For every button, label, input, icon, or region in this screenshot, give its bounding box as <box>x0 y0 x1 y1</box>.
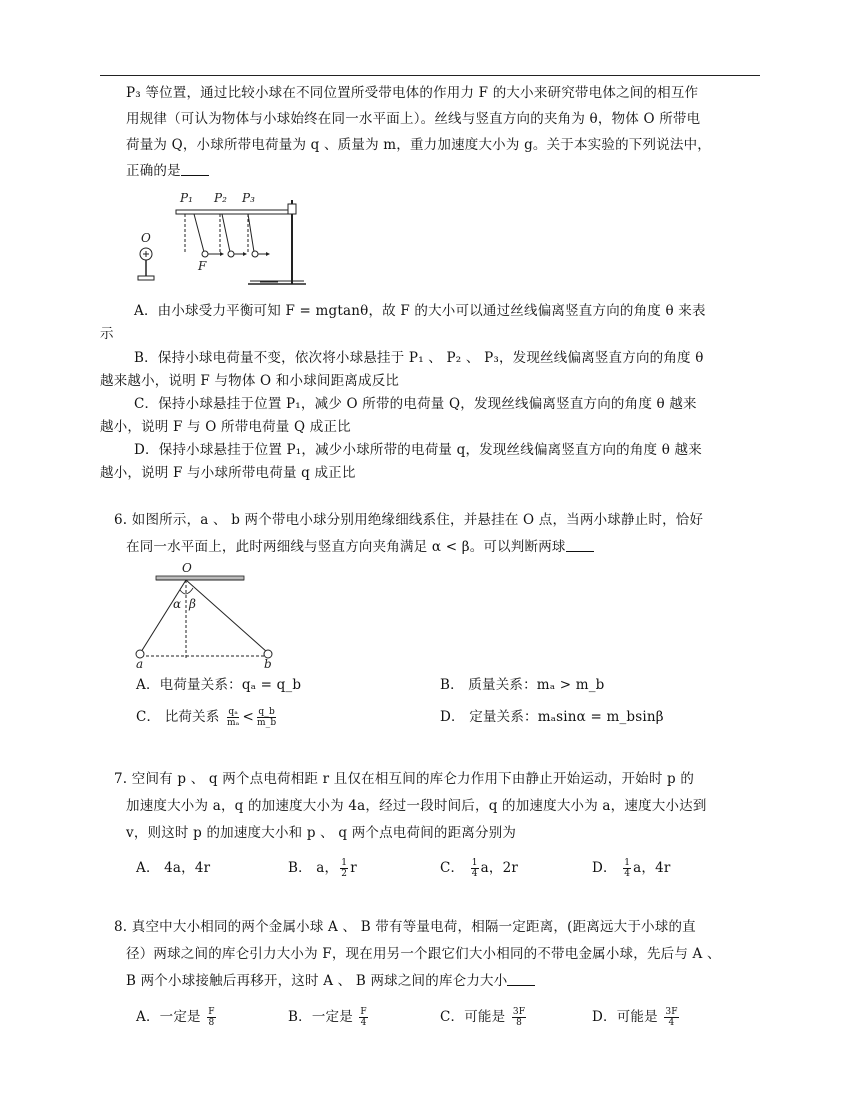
q5-option-d-cont: 越小，说明 F 与小球所带电荷量 q 成正比 <box>100 465 356 481</box>
q8-line1: 8. 真空中大小相同的两个金属小球 A 、 B 带有等量电荷，相隔一定距离，(距离远大于小球的直 <box>114 919 696 935</box>
q8-option-c: C．可能是 $\frac{3F}{8}$ <box>440 1007 526 1028</box>
fraction: $\frac{1}{4}$ <box>624 858 631 879</box>
q5-option-a-cont: 示 <box>100 326 114 342</box>
q8-option-d: D．可能是 $\frac{3F}{4}$ <box>592 1007 678 1028</box>
q6-option-b: B． 质量关系：mₐ > m_b <box>440 677 605 693</box>
q6-option-a: A．电荷量关系：qₐ = q_b <box>136 677 302 693</box>
answer-blank <box>507 971 535 986</box>
q5-line3: 荷量为 Q，小球所带电荷量为 q 、质量为 m，重力加速度大小为 g。关于本实验的下列说法中， <box>126 137 712 153</box>
q5-line1: P₃ 等位置，通过比较小球在不同位置所受带电体的作用力 F 的大小来研究带电体之间的相互作 <box>126 85 699 101</box>
fraction: $\frac{3F}{8}$ <box>512 1007 526 1028</box>
q5-option-c: C．保持小球悬挂于位置 P₁，减少 O 所带的电荷量 Q，发现丝线偏离竖直方向的角度 θ 越来 <box>134 396 697 412</box>
fig-label-alpha: α <box>173 597 182 611</box>
q5-option-b: B．保持小球电荷量不变，依次将小球悬挂于 P₁ 、 P₂ 、 P₃，发现丝线偏离竖直方向的角度 θ <box>134 350 704 366</box>
fraction: $\frac{F}{8}$ <box>208 1007 215 1028</box>
fig-label-p1: P₁ <box>180 191 193 205</box>
fig-label-beta: β <box>189 597 196 611</box>
fig-label-b: b <box>264 657 272 670</box>
fraction: $\frac{\text{qₐ}}{\text{mₐ}}$ <box>227 707 240 728</box>
q8-option-b: B．一定是 $\frac{F}{4}$ <box>288 1007 367 1028</box>
q7-option-c: C． $\frac{1}{4}$ a，2r <box>440 858 519 879</box>
fig-label-o: O <box>141 231 151 245</box>
q6-line1: 6. 如图所示，a 、 b 两个带电小球分别用绝缘细线系住，并悬挂在 O 点，当两小球静止时，恰好 <box>114 512 704 528</box>
fraction: $\frac{1}{2}$ <box>341 858 348 879</box>
q7-line3: v，则这时 p 的加速度大小和 p 、 q 两个点电荷间的距离分别为 <box>126 825 517 841</box>
q7-option-b: B． a， $\frac{1}{2}$ r <box>288 858 357 879</box>
fig-label-p2: P₂ <box>214 191 227 205</box>
q6-pendulum-figure <box>130 560 280 670</box>
q5-line2: 用规律（可认为物体与小球始终在同一水平面上）。丝线与竖直方向的夹角为 θ，物体 O 所带电 <box>126 111 701 127</box>
q5-line4: 正确的是 <box>126 158 209 184</box>
q8-option-a: A．一定是 $\frac{F}{8}$ <box>136 1007 215 1028</box>
q7-option-a: A． 4a，4r <box>136 860 211 876</box>
q8-line3: B 两个小球接触后再移开，这时 A 、 B 两球之间的库仑力大小 <box>126 968 535 994</box>
header-rule <box>100 75 760 76</box>
fraction: $\frac{1}{4}$ <box>471 858 478 879</box>
fig-label-o: O <box>182 561 192 575</box>
q6-option-d: D． 定量关系：mₐsinα = m_bsinβ <box>440 709 664 725</box>
fraction: $\frac{3F}{4}$ <box>665 1007 678 1028</box>
fraction: $\frac{F}{4}$ <box>360 1007 367 1028</box>
q5-option-a: A．由小球受力平衡可知 F = mgtanθ，故 F 的大小可以通过丝线偏离竖直方向的角度 θ 来表 <box>134 303 706 319</box>
q5-option-d: D．保持小球悬挂于位置 P₁，减少小球所带的电荷量 q，发现丝线偏离竖直方向的角度 θ 越来 <box>134 442 702 458</box>
q7-option-d: D． $\frac{1}{4}$ a，4r <box>592 858 671 879</box>
answer-blank <box>566 537 594 552</box>
q5-option-b-cont: 越来越小，说明 F 与物体 O 和小球间距离成反比 <box>100 373 400 389</box>
q7-line2: 加速度大小为 a，q 的加速度大小为 4a，经过一段时间后，q 的加速度大小为 a，速度大小达到 <box>126 798 707 814</box>
fig-label-a: a <box>136 657 144 670</box>
fig-label-p3: P₃ <box>242 191 255 205</box>
fig-label-f: F <box>198 259 207 273</box>
answer-blank <box>181 161 209 176</box>
q5-option-c-cont: 越小，说明 F 与 O 所带电荷量 Q 成正比 <box>100 419 351 435</box>
q5-apparatus-figure <box>130 186 310 294</box>
q6-line2: 在同一水平面上，此时两细线与竖直方向夹角满足 α < β。可以判断两球 <box>126 534 594 560</box>
q7-line1: 7. 空间有 p 、 q 两个点电荷相距 r 且仅在相互间的库仑力作用下由静止开始运动，开始时 p 的 <box>114 771 695 787</box>
q6-option-c: C． 比荷关系 $\frac{\text{qₐ}}{\text{mₐ}}$ < $\frac{q\_b}{m\_b}$ <box>136 707 277 728</box>
q8-line2: 径）两球之间的库仑引力大小为 F，现在用另一个跟它们大小相同的不带电金属小球，先后与 A 、 <box>126 946 721 962</box>
fraction: $\frac{q\_b}{m\_b}$ <box>256 707 277 728</box>
